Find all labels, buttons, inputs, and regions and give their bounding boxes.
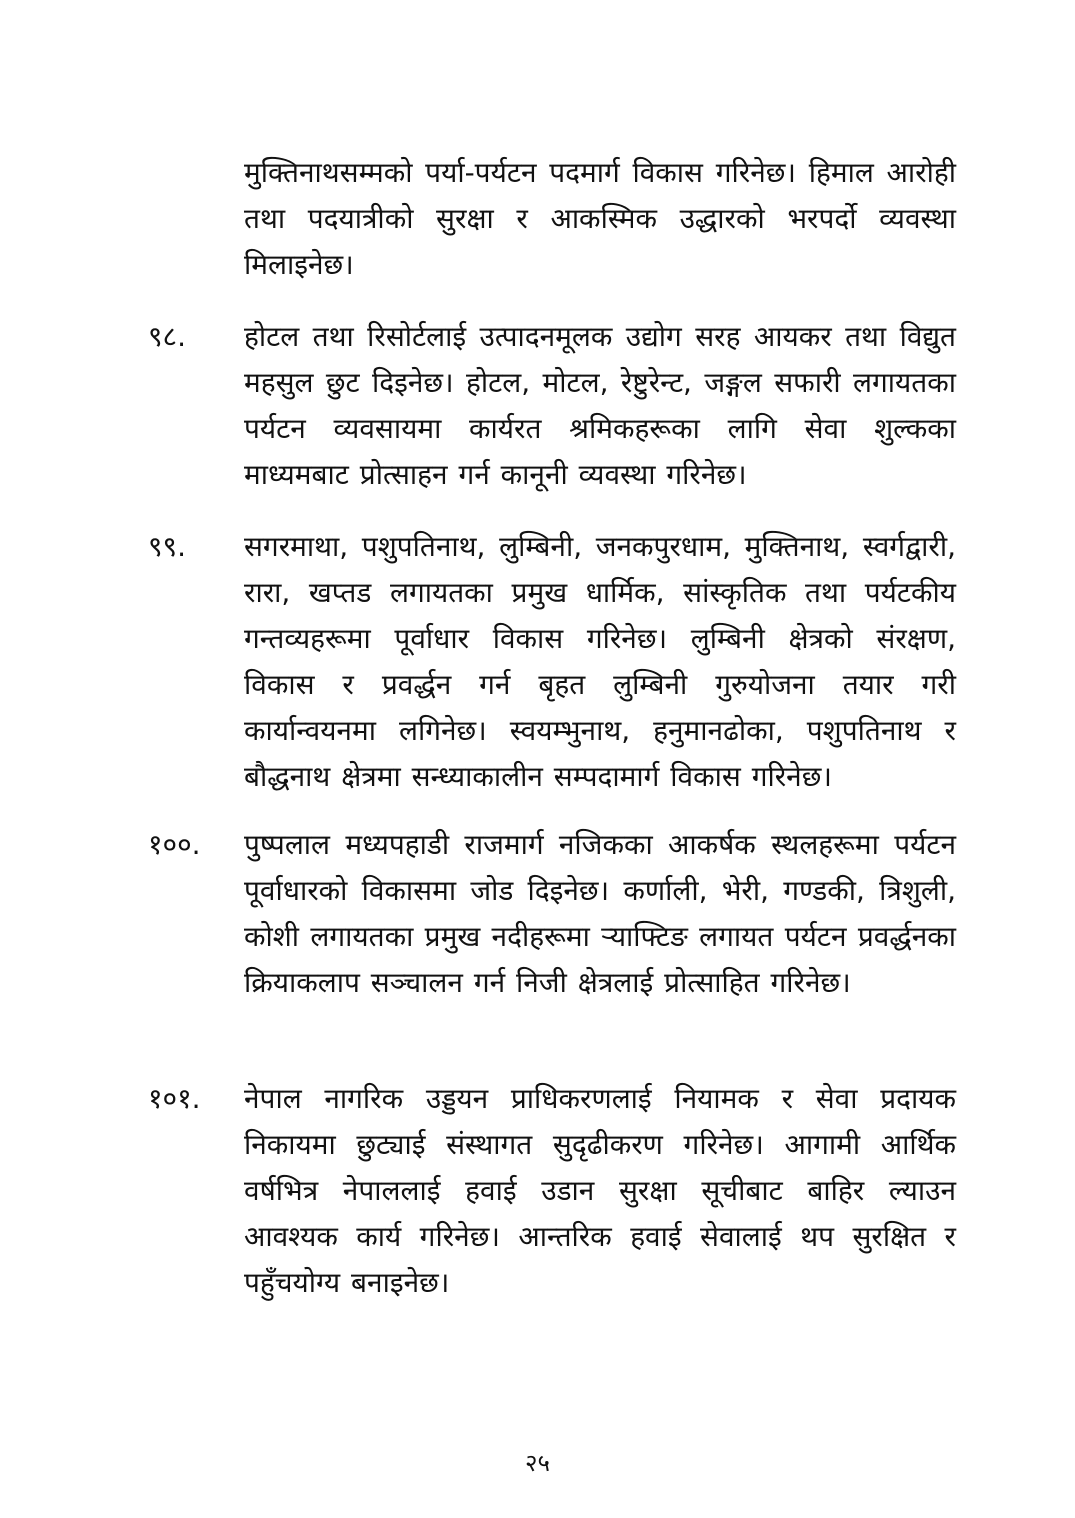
paragraph-100-text: पुष्पलाल मध्यपहाडी राजमार्ग नजिकका आकर्षक स्थलहरूमा पर्यटन पूर्वाधारको विकासमा जोड दिइनेछ। कर्णाली, भेरी, गण्डकी, त्रिशुली, कोशी लगायतका प्रमुख नदीहरूमा र्‍याफ्टिङ लगायत पर्यटन प्रवर्द्धनका क्रियाकलाप सञ्चालन गर्न निजी क्षेत्रलाई प्रोत्साहित गरिनेछ।	[244, 828, 956, 999]
continuation-paragraph: मुक्तिनाथसम्मको पर्या-पर्यटन पदमार्ग विकास गरिनेछ। हिमाल आरोही तथा पदयात्रीको सुरक्षा र आकस्मिक उद्धारको भरपर्दो व्यवस्था मिलाइनेछ।	[244, 156, 956, 281]
paragraph-number-99: ९९.	[148, 530, 187, 563]
page-number: २५	[525, 1449, 550, 1477]
paragraph-101-text: नेपाल नागरिक उड्डयन प्राधिकरणलाई नियामक र सेवा प्रदायक निकायमा छुट्याई संस्थागत सुदृढीकरण गरिनेछ। आगामी आर्थिक वर्षभित्र नेपाललाई हवाई उडान सुरक्षा सूचीबाट बाहिर ल्याउन आवश्यक कार्य गरिनेछ। आन्तरिक हवाई सेवालाई थप सुरक्षित र पहुँचयोग्य बनाइनेछ।	[244, 1082, 956, 1299]
paragraph-number-98: ९८.	[148, 320, 187, 353]
paragraph-number-101: १०१.	[148, 1082, 201, 1115]
paragraph-number-100: १००.	[148, 828, 201, 861]
paragraph-99-text: सगरमाथा, पशुपतिनाथ, लुम्बिनी, जनकपुरधाम, मुक्तिनाथ, स्वर्गद्वारी, रारा, खप्तड लगायतका प्रमुख धार्मिक, सांस्कृतिक तथा पर्यटकीय गन्तव्यहरूमा पूर्वाधार विकास गरिनेछ। लुम्बिनी क्षेत्रको संरक्षण, विकास र प्रवर्द्धन गर्न बृहत लुम्बिनी गुरुयोजना तयार गरी कार्यान्वयनमा लगिनेछ। स्वयम्भुनाथ, हनुमानढोका, पशुपतिनाथ र बौद्धनाथ क्षेत्रमा सन्ध्याकालीन सम्पदामार्ग विकास गरिनेछ।	[244, 530, 956, 793]
paragraph-98-text: होटल तथा रिसोर्टलाई उत्पादनमूलक उद्योग सरह आयकर तथा विद्युत महसुल छुट दिइनेछ। होटल, मोटल, रेष्टुरेन्ट, जङ्गल सफारी लगायतका पर्यटन व्यवसायमा कार्यरत श्रमिकहरूका लागि सेवा शुल्कका माध्यमबाट प्रोत्साहन गर्न कानूनी व्यवस्था गरिनेछ।	[244, 320, 956, 491]
